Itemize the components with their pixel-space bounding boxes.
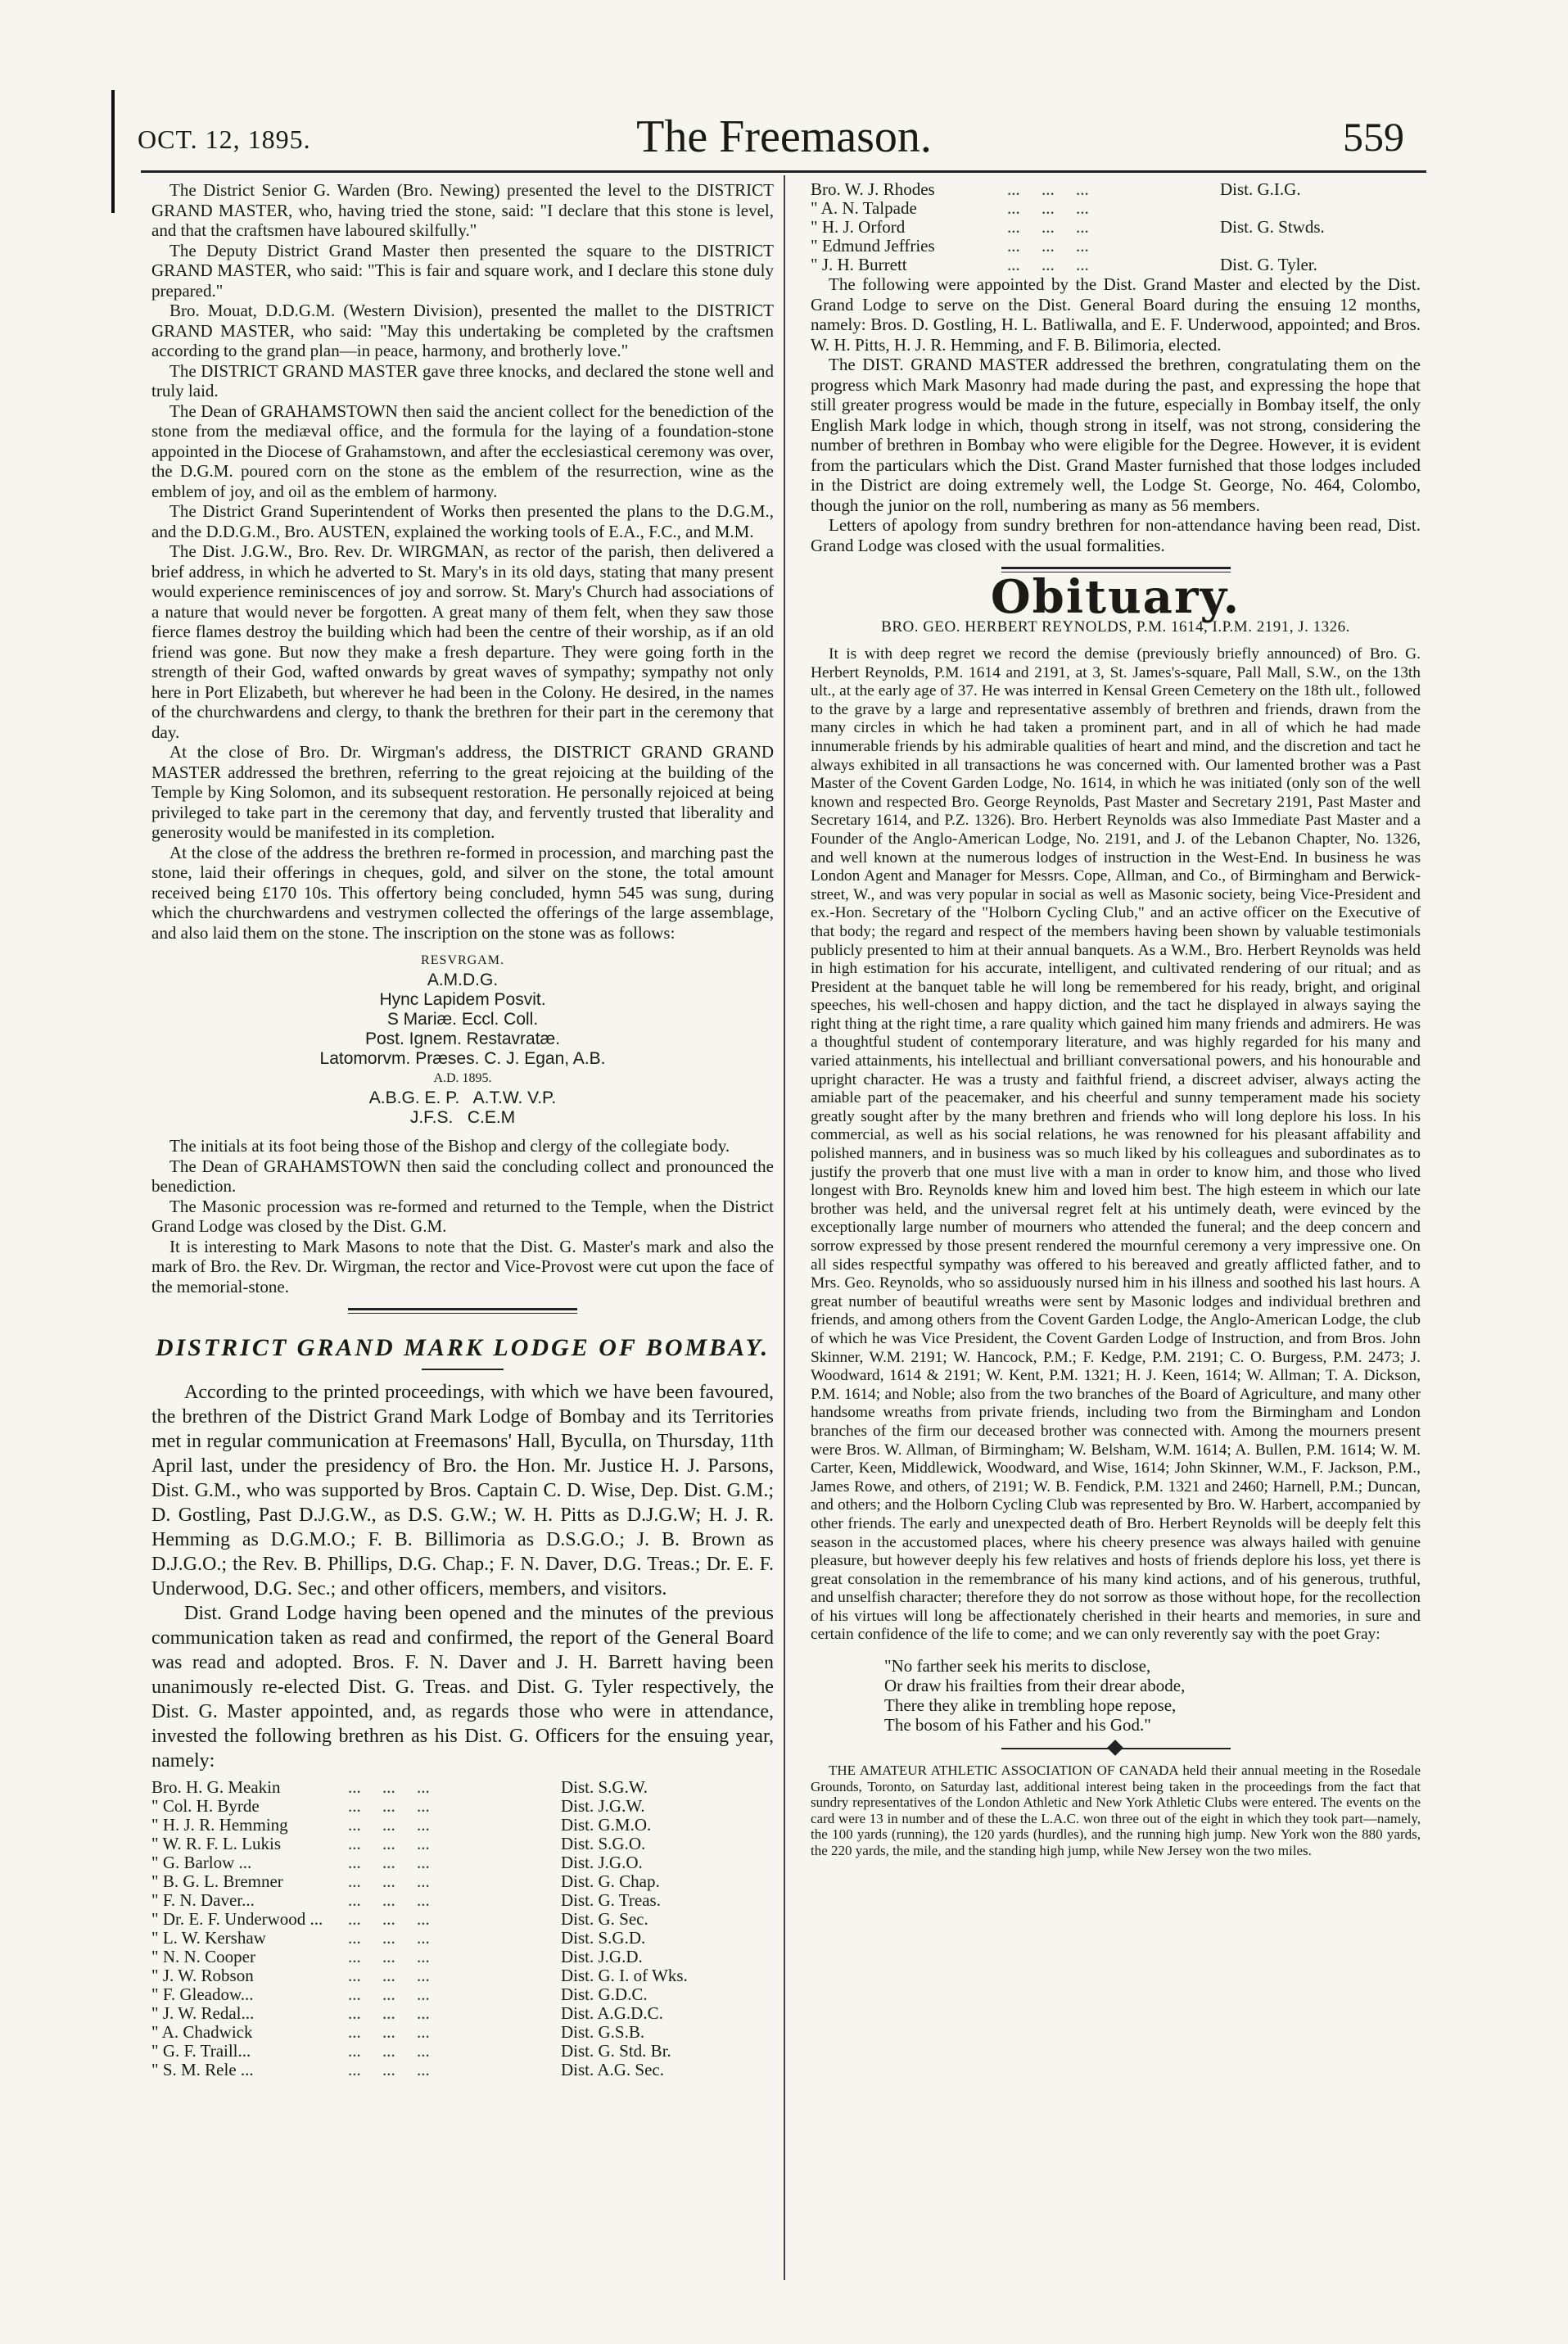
officer-office: Dist. S.G.O.	[561, 1833, 646, 1853]
officers-list-continued	[811, 180, 1421, 274]
closing-item	[811, 1763, 1421, 1858]
paragraph: The Dist. J.G.W., Bro. Rev. Dr. WIRGMAN, as rector of the parish, then delivered a brief address, in which he adverted to St. Mary's in its old days, stating that many present would experience reminiscences of joy and sorrow. St. Mary's Church had associations of a nature that would never be forgotten. A great many of them felt, when they saw those fierce flames destroy the building which had been the centre of their worship, as if an old friend was gone. But now they make a fresh departure. They were going forth in the strength of their God, wafted onwards by great waves of sympathy; sympathy not only here in Port Elizabeth, but wherever he had been in the Colony. He desired, in the names of the churchwardens and clergy, to thank the brethren for their part in the ceremony that day.	[151, 541, 774, 742]
paragraph: At the close of Bro. Dr. Wirgman's address, the DISTRICT GRAND GRAND MASTER addressed the brethren, referring to the great rejoicing at the building of the Temple by King Solomon, and its subsequent restoration. He personally rejoiced at being privileged to take part in the ceremony that day, and fervently trusted that liberality and generosity would be manifested in its completion.	[151, 742, 774, 842]
paragraph: The Deputy District Grand Master then presented the square to the DISTRICT GRAND MASTER, who said: "This is fair and square work, and I declare this stone duly prepared."	[151, 240, 774, 301]
leader-dots: ... ... ...	[348, 2002, 430, 2023]
officer-row	[151, 1891, 774, 1910]
leader-dots: ... ... ...	[348, 2059, 430, 2079]
paragraph: The following were appointed by the Dist. Grand Master and elected by the Dist. Grand Lodge to serve on the Dist. General Board during the ensuing 12 months, namely: Bros. D. Gostling, H. L. Batliwalla, and E. F. Underwood, appointed; and Bros. W. H. Pitts, H. J. R. Hemming, and F. B. Bilimoria, elected.	[811, 274, 1421, 355]
poem	[884, 1656, 1421, 1735]
officer-name: " G. F. Traill...	[151, 2040, 251, 2061]
inscription	[151, 951, 774, 1128]
poem-line: The bosom of his Father and his God."	[884, 1715, 1151, 1735]
officer-row	[811, 180, 1421, 199]
poem-line: Or draw his frailties from their drear abode,	[884, 1676, 1186, 1696]
header-date: OCT. 12, 1895.	[138, 124, 311, 154]
header-title: The Freemason.	[636, 111, 932, 162]
paragraph: The District Senior G. Warden (Bro. Newing) presented the level to the DISTRICT GRAND MASTER, who, having tried the stone, said: "I declare that this stone is level, and that the craftsmen have laboured skilfully."	[151, 180, 774, 240]
officer-office: Dist. G. Chap.	[561, 1871, 660, 1891]
poem-line: "No farther seek his merits to disclose,	[884, 1656, 1151, 1677]
leader-dots: ... ... ...	[348, 1795, 430, 1816]
officer-row	[151, 1948, 774, 1966]
inscription-line: J.F.S. C.E.M	[409, 1108, 516, 1127]
officer-name: " F. N. Daver...	[151, 1889, 255, 1910]
officer-office: Dist. S.G.D.	[561, 1927, 646, 1948]
paragraph: It is with deep regret we record the demise (previously briefly announced) of Bro. G. Herbert Reynolds, P.M. 1614 and 2191, at 3, St. James's-square, Pall Mall, S.W., on the 13th ult., at the early age of 37. He was interred in Kensal Green Cemetery on the 18th ult., followed to the grave by a large and representative assembly of brethren and friends, drawn from the many circles in which he had taken a prominent part, and in all of which he had made innumerable friends by his admirable qualities of heart and mind, and the discretion and tact he always exhibited in all transactions he was concerned with. Our lamented brother was a Past Master of the Covent Garden Lodge, No. 1614, in which he was initiated (only son of the well known and respected Bro. George Reynolds, Past Master and Secretary 2191, Past Master and Secretary 1614, and P.Z. 1326). Bro. Herbert Reynolds was also Immediate Past Master and a Founder of the Anglo-American Lodge, No. 2191, and J. of the Lebanon Chapter, No. 1326, and well known at the numerous lodges of instruction in the West-End. In business he was London Agent and Manager for Messrs. Cope, Allman, and Co., of Birmingham and Berwick-street, W., and was very popular in social as well as Masonic society, being Vice-President and ex.-Hon. Secretary of the "Holborn Cycling Club," and an active officer on the Executive of that body; the regard and respect of the members having been shown by valuable testimonials publicly presented to him at their annual banquets. As a W.M., Bro. Herbert Reynolds was held in high estimation for his accurate, intelligent, and cultivated rendering of our ritual; and as President at the banquet table he will long be remembered for his ready, bright, and original speeches, his well-chosen and happy diction, and the tact he displayed in always saying the right thing at the right time, a rare quality which gained him many friends and admirers. He was a thoughtful student of contemporary literature, and was highly regarded for his many and varied attainments, his intellectual and brilliant conversational powers, and his honourable and upright character. He was a trusty and faithful friend, a discreet adviser, always acting the amiable part of the peacemaker, and his cheerful and sunny temperament made his society greatly sought after by the many brethren and friends who will long deplore his loss. In his commercial, as well as his social relations, he was renowned for his pleasant affability and polished manners, and in business was so much liked by his colleagues and subordinates as to justify the proverb that one must live with a man in order to know him, and those who lived longest with Bro. Reynolds knew him and loved him best. The high esteem in which our late brother was held, and the universal regret felt at his untimely death, were evinced by the exceptionally large number of mourners who attended the funeral; and the deep concern and sorrow expressed by those present rendered the mournful ceremony a very impressive one. On all sides respectful sympathy was offered to his bereaved and greatly afflicted father, and to Mrs. Geo. Reynolds, who so assiduously nursed him in his illness and soothed his last hours. A great number of beautiful wreaths were sent by Masonic lodges and individual brethren and friends, and among others from the Covent Garden Lodge, the Anglo-American Lodge, the club of which he was Vice President, the Covent Garden Lodge of Instruction, and from Bros. John Skinner, W.M. 2191; W. Hancock, P.M.; F. Kedge, P.M. 2191; C. O. Burgess, P.M. 2473; J. Woodward, 1614 & 2191; W. Kent, P.M. 1321; H. J. Keen, 1614; W. Allman; T. A. Dickson, P.M. 1614; and Noble; also from the two branches of the Board of Agriculture, and many other handsome wreaths from private friends, including two from the Birmingham and London branches of the firm our deceased brother was connected with. Among the mourners present were Bros. W. Allman, of Birmingham; W. Belsham, W.M. 1614; A. Bullen, P.M. 1614; W. M. Carter, Keen, Middlewick, Woodward, and Wise, 1614; John Skinner, W.M., F. Jackson, P.M., James Rowe, and others, of 2191; W. B. Fendick, P.M. 1321 and 2460; Harnell, P.M.; Duncan, and others; and the Holborn Cycling Club was represented by Bro. W. Harbert, accompanied by other friends. The early and unexpected death of Bro. Herbert Reynolds will be deeply felt this season in the accustomed places, where his cheery presence was always hailed with genuine pleasure, but however deeply his few relatives and hosts of friends deplore his loss, yet there is great consolation in the remembrance of his many kind actions, and of his generous, truthful, and unselfish character; therefore they do not sorrow as those without hope, for the recollection of his virtues will long be affectionately cherished in their hearts and memories, in sure and certain confidence of the life to come; and we can only reverently say with the poet Gray:	[811, 645, 1421, 1644]
officer-office: Dist. G.I.G.	[1220, 179, 1301, 199]
officer-name: " J. H. Burrett	[811, 255, 907, 274]
officer-office: Dist. A.G. Sec.	[561, 2059, 664, 2079]
officer-name: " A. N. Talpade	[811, 198, 917, 218]
officer-row	[151, 1985, 774, 2004]
officer-office: Dist. G. Stwds.	[1220, 217, 1325, 237]
officer-name: " S. M. Rele ...	[151, 2059, 254, 2079]
leader-dots: ... ... ...	[1007, 255, 1089, 274]
leader-dots: ... ... ...	[348, 1814, 430, 1835]
officer-office: Dist. G.M.O.	[561, 1814, 652, 1835]
leader-dots: ... ... ...	[348, 1927, 430, 1948]
officer-row	[151, 1797, 774, 1816]
paragraph: Letters of apology from sundry brethren for non-attendance having been read, Dist. Grand Lodge was closed with the usual formalities.	[811, 515, 1421, 555]
section-heading: DISTRICT GRAND MARK LODGE OF BOMBAY.	[155, 1334, 770, 1361]
leader-dots: ... ... ...	[348, 2040, 430, 2061]
paragraph: It is interesting to Mark Masons to note that the Dist. G. Master's mark and also the mark of Bro. the Rev. Dr. Wirgman, the rector and Vice-Provost were cut upon the face of the memorial-stone.	[151, 1236, 774, 1296]
leader-dots: ... ... ...	[1007, 179, 1089, 199]
officer-name: Bro. W. J. Rhodes	[811, 179, 935, 199]
diamond-icon	[1107, 1740, 1123, 1756]
officer-name: " H. J. Orford	[811, 217, 906, 237]
leader-dots: ... ... ...	[348, 1833, 430, 1853]
header-rule	[141, 170, 1426, 173]
obituary-body	[811, 645, 1421, 1645]
officer-office: Dist. G.S.B.	[561, 2021, 645, 2042]
officer-name: " J. W. Redal...	[151, 2002, 255, 2023]
officer-row	[151, 1966, 774, 1985]
officer-name: " J. W. Robson	[151, 1965, 254, 1985]
officer-name: " G. Barlow ...	[151, 1852, 252, 1872]
officer-name: " W. R. F. L. Lukis	[151, 1833, 282, 1853]
officer-office: Dist. G. Sec.	[561, 1908, 648, 1929]
inscription-line: Hync Lapidem Posvit.	[379, 990, 546, 1009]
officer-office: Dist. S.G.W.	[561, 1776, 648, 1797]
officer-row	[151, 1872, 774, 1891]
heading-rule	[422, 1369, 504, 1370]
paragraph: The Masonic procession was re-formed and returned to the Temple, when the District Grand Lodge was closed by the Dist. G.M.	[151, 1196, 774, 1236]
officer-office: Dist. J.G.W.	[561, 1795, 645, 1816]
paragraph: The Dean of GRAHAMSTOWN then said the ancient collect for the benediction of the stone from the mediæval office, and the formula for the laying of a foundation-stone appointed in the Diocese of Grahamstown, and after the ecclesiastical ceremony was over, the D.G.M. poured corn on the stone as the emblem of the resurrection, wine as the emblem of joy, and oil as the emblem of harmony.	[151, 400, 774, 501]
officer-row	[151, 1910, 774, 1929]
officer-office: Dist. G.D.C.	[561, 1984, 648, 2004]
officer-row	[151, 1816, 774, 1835]
paragraph: The Dean of GRAHAMSTOWN then said the concluding collect and pronounced the benediction.	[151, 1156, 774, 1196]
right-column	[811, 180, 1421, 1858]
leader-dots: ... ... ...	[348, 1871, 430, 1891]
paragraph: Bro. Mouat, D.D.G.M. (Western Division), presented the mallet to the DISTRICT GRAND MASTER, who said: "May this undertaking be completed by the craftsmen according to the grand plan—in peace, harmony, and brotherly love."	[151, 301, 774, 360]
officer-name: " L. W. Kershaw	[151, 1927, 266, 1948]
officers-list	[151, 1778, 774, 2079]
leader-dots: ... ... ...	[1007, 198, 1089, 218]
officer-office	[1220, 237, 1421, 256]
paragraph: The District Grand Superintendent of Works then presented the plans to the D.G.M., and the D.D.G.M., Bro. AUSTEN, explained the working tools of E.A., F.C., and M.M.	[151, 501, 774, 541]
inscription-line: A.M.D.G.	[427, 971, 499, 989]
officer-row	[811, 237, 1421, 256]
officer-name: " Edmund Jeffries	[811, 236, 935, 256]
leader-dots: ... ... ...	[348, 1852, 430, 1872]
leader-dots: ... ... ...	[348, 1946, 430, 1966]
inscription-line: S Mariæ. Eccl. Coll.	[386, 1010, 539, 1029]
leader-dots: ... ... ...	[1007, 217, 1089, 237]
officer-office: Dist. J.G.O.	[561, 1852, 643, 1872]
officer-name: " Dr. E. F. Underwood ...	[151, 1908, 323, 1929]
officer-office: Dist. G. Tyler.	[1220, 255, 1317, 274]
officer-row	[151, 1778, 774, 1797]
officer-row	[811, 218, 1421, 237]
poem-line: There they alike in trembling hope repose,	[884, 1695, 1177, 1716]
officer-row	[151, 1853, 774, 1872]
page-number: 559	[1343, 114, 1404, 160]
officer-row	[151, 2042, 774, 2061]
officer-row	[151, 1835, 774, 1853]
officer-office	[1220, 199, 1421, 218]
section-rule	[348, 1308, 577, 1314]
leader-dots: ... ... ...	[348, 1776, 430, 1797]
leader-dots: ... ... ...	[348, 1908, 430, 1929]
officer-row	[151, 2004, 774, 2023]
officer-name: " Col. H. Byrde	[151, 1795, 260, 1816]
officer-name: " N. N. Cooper	[151, 1946, 255, 1966]
officer-name: Bro. H. G. Meakin	[151, 1776, 281, 1797]
paragraph: At the close of the address the brethren re-formed in procession, and marching past the stone, laid their offerings in cheques, gold, and silver on the stone, the total amount received being £170 10s. This offertory being concluded, hymn 545 was sung, during which the churchwardens and vestrymen collected the offerings of the large assemblage, and also laid them on the stone. The inscription on the stone was as follows:	[151, 842, 774, 943]
officer-office: Dist. A.G.D.C.	[561, 2002, 663, 2023]
officer-name: " A. Chadwick	[151, 2021, 253, 2042]
leader-dots: ... ... ...	[348, 1889, 430, 1910]
officer-office: Dist. G. Treas.	[561, 1889, 661, 1910]
officer-row	[151, 2023, 774, 2042]
officer-row	[151, 2061, 774, 2079]
obituary-byline: BRO. GEO. HERBERT REYNOLDS, P.M. 1614, I.P.M. 2191, J. 1326.	[881, 618, 1350, 636]
leader-dots: ... ... ...	[1007, 236, 1089, 256]
inscription-line: A.D. 1895.	[433, 1071, 492, 1085]
paragraph: Dist. Grand Lodge having been opened and the minutes of the previous communication taken as read and confirmed, the report of the General Board was read and adopted. Bros. F. N. Daver and J. H. Barrett having been unanimously re-elected Dist. G. Treas. and Dist. G. Tyler respectively, the Dist. G. Master appointed, and, as regards those who were in attendance, invested the following brethren as his Dist. G. Officers for the ensuing year, namely:	[151, 1602, 774, 1772]
inscription-line: A.B.G. E. P. A.T.W. V.P.	[368, 1088, 557, 1107]
leader-dots: ... ... ...	[348, 2021, 430, 2042]
bombay-body	[151, 1380, 774, 1773]
officer-name: " B. G. L. Bremner	[151, 1871, 283, 1891]
paragraph: The DIST. GRAND MASTER addressed the brethren, congratulating them on the progress which Mark Masonry had made during the past, and expressing the hope that still greater progress would be made in the future, especially in Bombay itself, the only English Mark lodge in which, though strong in itself, was not strong, considering the number of brethren in Bombay who were eligible for the Degree. However, it is evident from the particulars which the Dist. Grand Master furnished that those lodges included in the District are doing extremely well, the Lodge St. George, No. 464, Colombo, though the junior on the roll, numbering as many as 56 members.	[811, 355, 1421, 515]
inscription-line: Post. Ignem. Restavratæ.	[364, 1029, 561, 1048]
inscription-line: Latomorvm. Præses. C. J. Egan, A.B.	[319, 1049, 606, 1068]
officer-name: " F. Gleadow...	[151, 1984, 254, 2004]
ornament-rule	[1001, 1748, 1231, 1749]
officer-office: Dist. G. I. of Wks.	[561, 1965, 688, 1985]
inscription-line: RESVRGAM.	[421, 953, 504, 967]
paragraph: The initials at its foot being those of the Bishop and clergy of the collegiate body.	[169, 1136, 730, 1156]
officer-name: " H. J. R. Hemming	[151, 1814, 288, 1835]
officer-office: Dist. J.G.D.	[561, 1946, 643, 1966]
officer-office: Dist. G. Std. Br.	[561, 2040, 671, 2061]
paragraph: THE AMATEUR ATHLETIC ASSOCIATION OF CANADA held their annual meeting in the Rosedale Grounds, Toronto, on Saturday last, additional interest being taken in the proceedings from the fact that sundry representatives of the London Athletic and New York Athletic Clubs were entered. The events on the card were 13 in number and of these the L.A.C. won three out of the eight in which they took part—namely, the 100 yards (running), the 120 yards (hurdles), and the running high jump. New York won the 880 yards, the 220 yards, the mile, and the standing high jump, while New Jersey won the two miles.	[811, 1763, 1421, 1858]
leader-dots: ... ... ...	[348, 1984, 430, 2004]
leader-dots: ... ... ...	[348, 1965, 430, 1985]
left-column	[151, 180, 774, 2079]
column-divider	[784, 175, 785, 2280]
officer-row	[811, 199, 1421, 218]
officer-row	[151, 1929, 774, 1948]
officer-row	[811, 256, 1421, 274]
paragraph: According to the printed proceedings, with which we have been favoured, the brethren of the District Grand Mark Lodge of Bombay and its Territories met in regular communication at Freemasons' Hall, Byculla, on Thursday, 11th April last, under the presidency of Bro. the Hon. Mr. Justice H. J. Parsons, Dist. G.M., who was supported by Bros. Captain C. D. Wise, Dep. Dist. G.M.; D. Gostling, Past D.J.G.W., as D.S. G.W.; W. H. Pitts as D.J.G.W; H. J. R. Hemming as D.G.M.O.; F. B. Billimoria as D.S.G.O.; J. B. Brown as D.J.G.O.; the Rev. B. Phillips, D.G. Chap.; F. N. Daver, D.G. Treas.; Dr. E. F. Underwood, D.G. Sec.; and other officers, members, and visitors.	[151, 1381, 774, 1600]
paragraph: The DISTRICT GRAND MASTER gave three knocks, and declared the stone well and truly laid.	[151, 360, 774, 400]
obituary-heading: Obituary.	[990, 570, 1241, 624]
